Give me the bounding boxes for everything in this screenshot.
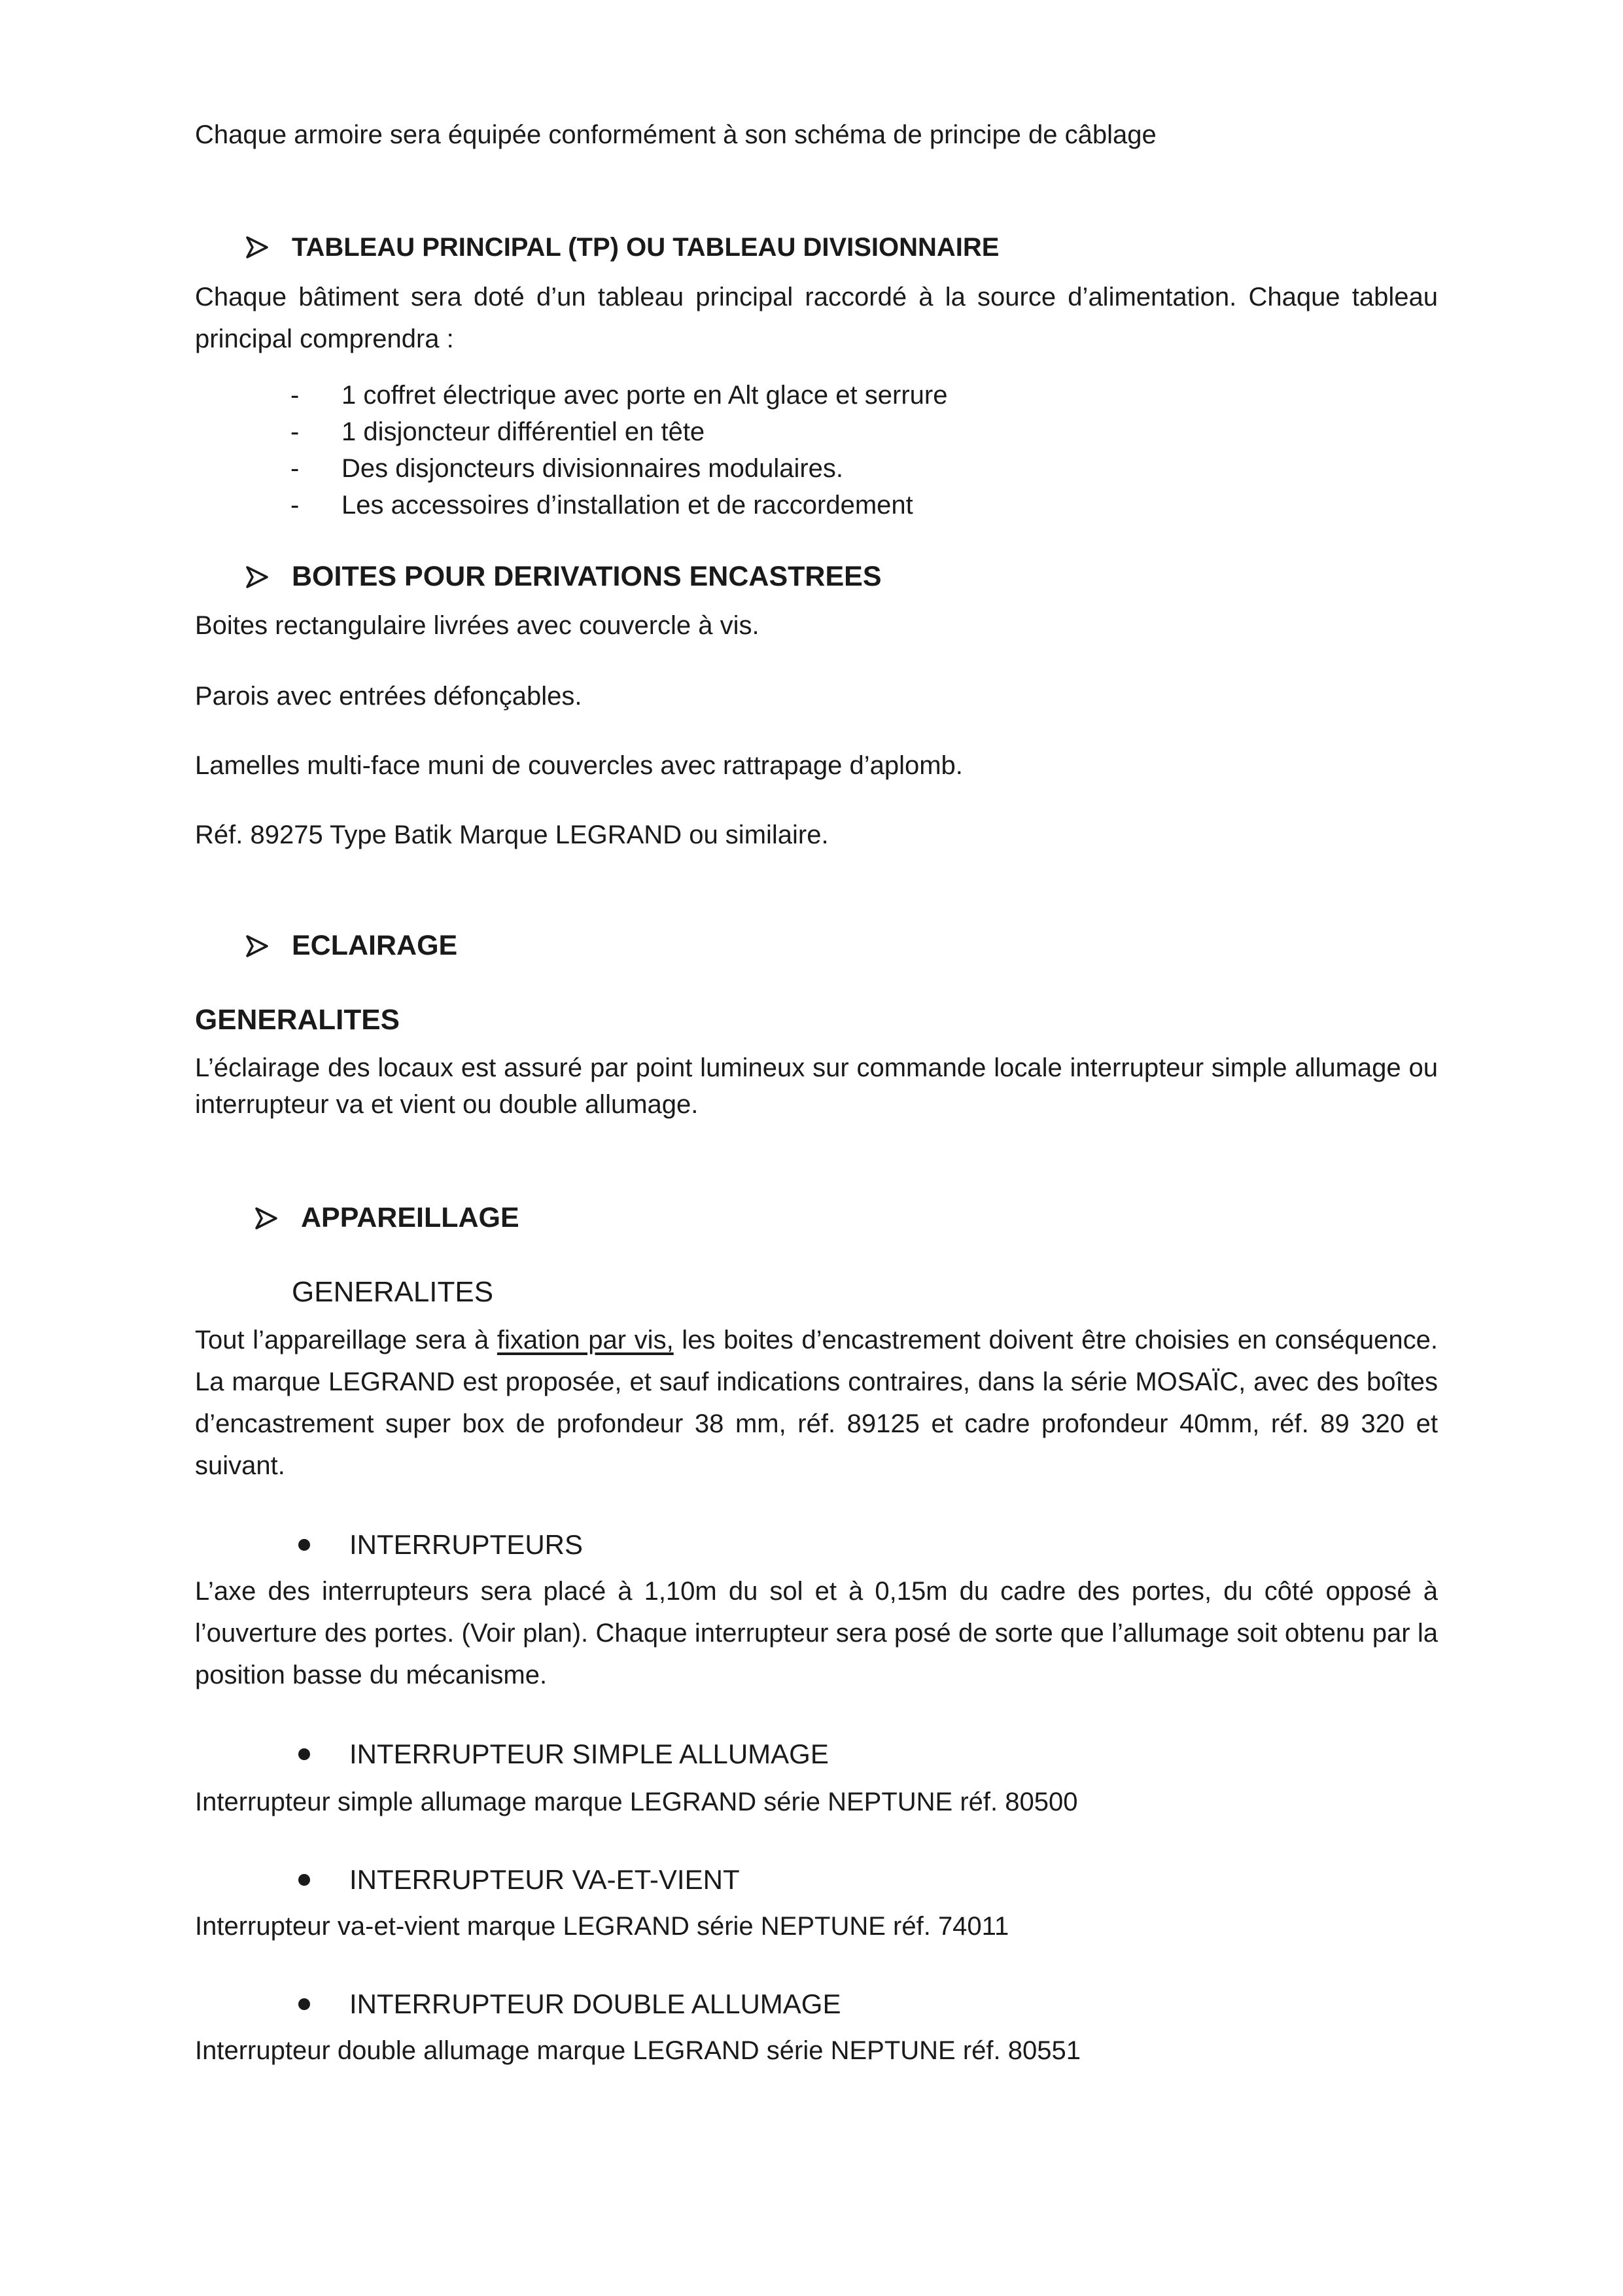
- subsection-heading-va-et-vient: INTERRUPTEUR VA-ET-VIENT: [294, 1862, 740, 1898]
- list-item: - Les accessoires d’installation et de raccordement: [288, 487, 1400, 523]
- va-et-vient-text: Interrupteur va-et-vient marque LEGRAND série NEPTUNE réf. 74011: [195, 1912, 1009, 1941]
- list-item: - 1 coffret électrique avec porte en Alt glace et serrure: [288, 377, 1400, 414]
- intro-text: Chaque armoire sera équipée conformément à son schéma de principe de câblage: [195, 120, 1157, 149]
- bullet-icon: [298, 1874, 310, 1886]
- boites-text-1: Boites rectangulaire livrées avec couvercle à vis.: [195, 611, 759, 640]
- subsection-heading-double-allumage: INTERRUPTEUR DOUBLE ALLUMAGE: [294, 1987, 841, 2022]
- eclairage-subheading: GENERALITES: [195, 1004, 400, 1036]
- tableau-items-list: [288, 377, 1400, 523]
- simple-allumage-text: Interrupteur simple allumage marque LEGRAND série NEPTUNE réf. 80500: [195, 1788, 1078, 1816]
- arrowhead-icon: [246, 935, 268, 957]
- bullet-icon: [298, 1998, 310, 2010]
- appareillage-subheading: GENERALITES: [292, 1276, 494, 1308]
- arrowhead-icon: [255, 1207, 277, 1229]
- list-item: - 1 disjoncteur différentiel en tête: [288, 414, 1400, 450]
- arrowhead-icon: [246, 236, 268, 258]
- subsection-heading-simple-allumage: INTERRUPTEUR SIMPLE ALLUMAGE: [294, 1737, 829, 1773]
- tableau-paragraph: Chaque bâtiment sera doté d’un tableau principal raccordé à la source d’alimentation. Chaque tableau principal comprendra :: [195, 283, 1438, 353]
- section-heading-eclairage: ECLAIRAGE: [246, 928, 457, 964]
- interrupteurs-paragraph: L’axe des interrupteurs sera placé à 1,10m du sol et à 0,15m du cadre des portes, du côté opposé à l’ouverture des portes. (Voir plan). Chaque interrupteur sera posé de sorte que l’allumage soit obtenu par la position basse du mécanisme.: [195, 1577, 1438, 1689]
- section-heading-boites: BOITES POUR DERIVATIONS ENCASTREES: [246, 559, 882, 595]
- boites-text-4: Réf. 89275 Type Batik Marque LEGRAND ou similaire.: [195, 821, 829, 849]
- bullet-icon: [298, 1748, 310, 1760]
- bullet-icon: [298, 1539, 310, 1551]
- arrowhead-icon: [246, 566, 268, 588]
- appareillage-paragraph: Tout l’appareillage sera à fixation par vis, les boites d’encastrement doivent être choisies en conséquence. La marque LEGRAND est proposée, et sauf indications contraires, dans la série MOSAÏC, avec des boîtes d’encastrement super box de profondeur 38 mm, réf. 89125 et cadre profondeur 40mm, réf. 89 320 et suivant.: [195, 1326, 1439, 1480]
- eclairage-paragraph: L’éclairage des locaux est assuré par point lumineux sur commande locale interrupteur simple allumage ou interrupteur va et vient ou double allumage.: [195, 1053, 1438, 1119]
- section-heading-appareillage: APPAREILLAGE: [255, 1200, 519, 1237]
- boites-text-3: Lamelles multi-face muni de couvercles avec rattrapage d’aplomb.: [195, 751, 963, 780]
- boites-text-2: Parois avec entrées défonçables.: [195, 682, 582, 711]
- underlined-phrase: fixation par vis,: [497, 1326, 674, 1354]
- double-allumage-text: Interrupteur double allumage marque LEGRAND série NEPTUNE réf. 80551: [195, 2036, 1081, 2065]
- list-item: - Des disjoncteurs divisionnaires modulaires.: [288, 450, 1400, 487]
- subsection-heading-interrupteurs: INTERRUPTEURS: [294, 1527, 583, 1563]
- section-heading-tableau: TABLEAU PRINCIPAL (TP) OU TABLEAU DIVISIONNAIRE: [246, 230, 999, 264]
